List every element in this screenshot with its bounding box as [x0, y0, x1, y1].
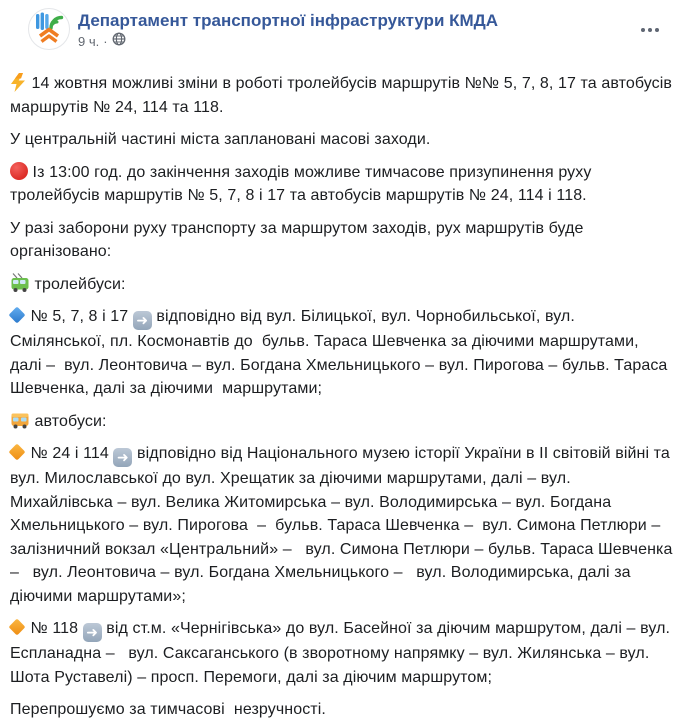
paragraph-text: автобуси: — [30, 412, 107, 430]
page-avatar[interactable] — [28, 8, 70, 50]
paragraph-text: відповідно від Національного музею історії України в ІІ світовій війні та вул. Милославської до вул. Хрещатик за діючими маршрутами, далі – вул. Михайлівська – вул. Велика Житомирська – вул. Володимирська – вул. Богдана Хмельницького – вул. Пирогова – бульв. Тараса Шевченка – вул. Симона Петлюри – залізничний вокзал «Центральний» – вул. Симона Петлюри – бульв. Тараса Шевченка – вул. Леонтовича – вул. Богдана Хмельницького – вул. Володимирська, далі за діючими маршрутами»; — [10, 445, 678, 605]
page-name-link[interactable]: Департамент транспортної інфраструктури КМДА — [78, 11, 499, 30]
post-paragraph — [10, 442, 678, 608]
paragraph-text: № 5, 7, 8 і 17 — [26, 308, 133, 325]
paragraph-text: відповідно від вул. Білицької, вул. Чорнобильської, вул. Смілянської, пл. Космонавтів до бульв. Тараса Шевченка за діючими маршрутами, далі – вул. Леонтовича – вул. Богдана Хмельницького – вул. Пирогова – бульв. Тараса Шевченка, далі за діючими маршрутами; — [10, 308, 672, 397]
red-circle-icon — [10, 162, 28, 180]
paragraph-text: від ст.м. «Чернігівська» до вул. Басейної за діючим маршрутом, далі – вул. Еспланадна – вул. Саксаганського (в зворотному напрямку – вул. Жилянська – вул. Шота Руставелі) – просп. Перемоги, далі за діючим маршрутом; — [10, 620, 675, 686]
post-paragraph — [10, 305, 673, 401]
paragraph-text: Із 13:00 год. до закінчення заходів можливе тимчасове призупинення руху тролейбусів маршрутів № 5, 7, 8 і 17 та автобусів маршрутів № 24, 114 і 118. — [10, 163, 597, 204]
paragraph-text: № 24 і 114 — [26, 445, 114, 462]
post-paragraph — [10, 72, 677, 119]
paragraph-text: тролейбуси: — [30, 275, 126, 293]
arrow-right-icon: ➜ — [133, 311, 152, 330]
post-meta — [78, 32, 498, 50]
paragraph-text: № 118 — [26, 620, 83, 637]
post-paragraph — [10, 128, 673, 152]
orange-diamond-icon — [9, 619, 26, 636]
lightning-icon — [10, 73, 27, 92]
blue-diamond-icon — [9, 307, 26, 324]
orange-diamond-icon — [9, 444, 26, 461]
meta-separator: · — [103, 33, 108, 49]
post-paragraph — [10, 217, 673, 264]
post-paragraph — [10, 161, 673, 208]
arrow-right-icon: ➜ — [83, 623, 102, 642]
post-paragraph — [10, 617, 673, 689]
bus-icon — [10, 410, 30, 430]
kmda-transport-logo-icon — [29, 8, 69, 50]
three-dots-icon — [641, 28, 645, 32]
paragraph-text: Перепрошуємо за тимчасові незручності. — [10, 701, 326, 718]
post-header — [0, 0, 687, 60]
paragraph-text: У центральній частині міста заплановані масові заходи. — [10, 131, 431, 148]
post-paragraph — [10, 698, 673, 722]
post-body — [0, 60, 687, 722]
paragraph-text: У разі заборони руху транспорту за маршрутом заходів, рух маршрутів буде організовано: — [10, 219, 589, 260]
trolleybus-icon — [10, 273, 30, 293]
paragraph-text: 14 жовтня можливі зміни в роботі тролейбусів маршрутів №№ 5, 7, 8, 17 та автобусів маршрутів № 24, 114 та 118. — [10, 75, 677, 116]
timestamp-link[interactable]: 9 ч. — [78, 33, 100, 49]
post-options-button[interactable] — [637, 22, 663, 38]
header-text-block — [78, 8, 498, 50]
post-paragraph — [10, 273, 673, 297]
globe-public-icon — [112, 32, 126, 50]
arrow-right-icon: ➜ — [113, 448, 132, 467]
post-paragraph — [10, 410, 673, 434]
